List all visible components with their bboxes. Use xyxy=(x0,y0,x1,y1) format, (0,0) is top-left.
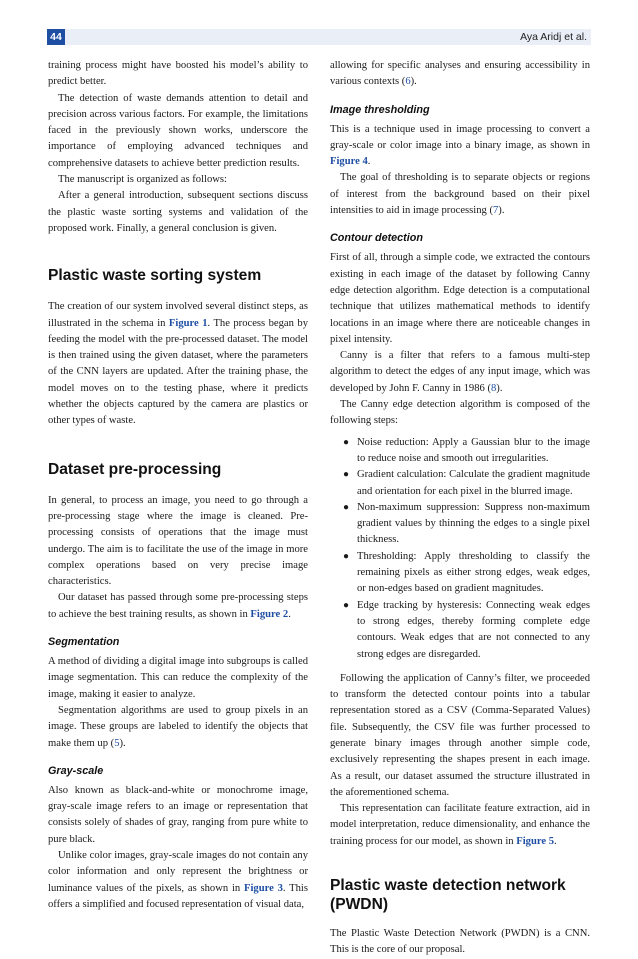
bullet-icon: ● xyxy=(343,550,350,562)
paragraph: A method of dividing a digital image into subgroups is called image segmentation. This can reduce the complexity of the image, making it easier to analyze. xyxy=(48,656,308,700)
section-heading-pwdn: Plastic waste detection network (PWDN) xyxy=(330,877,566,914)
paragraph: The Plastic Waste Detection Network (PWDN) is a CNN. This is the core of our proposal. xyxy=(330,928,590,956)
figure-5-link[interactable]: Figure 5 xyxy=(516,835,555,847)
bullet-icon: ● xyxy=(343,469,350,481)
reference-8-link[interactable]: 8 xyxy=(491,382,497,394)
list-item: ● Edge tracking by hysteresis: Connecting weak edges to strong edges, thereby forming complete edge contours. Weak edges that are not connected to any strong edges are disregarded. xyxy=(343,599,590,660)
paragraph: Unlike color images, gray-scale images do not contain any color information and only represent the brightness or luminance values of the pixels, as shown in Figure 3. This offers a simplified and focused representation of visual data, xyxy=(48,849,308,910)
paragraph: After a general introduction, subsequent sections discuss the plastic waste sorting systems and validation of the proposed work. Finally, a general conclusion is given. xyxy=(48,190,308,234)
paragraph: The creation of our system involved several distinct steps, as illustrated in the schema in Figure 1. The process began by feeding the model with the pre-processed dataset. The model is then trained using the given dataset, where the parameters of the CNN layers are updated. After the training phase, the model moves on to the testing phase, where it predicts whether the objects captured by the camera are plastics or other types of waste. xyxy=(48,301,308,427)
figure-3-link[interactable]: Figure 3 xyxy=(244,882,283,894)
paragraph: Also known as black-and-white or monochrome image, gray-scale image refers to an image or representation that consists solely of shades of gray, ranging from pure white to pure black. xyxy=(48,784,308,845)
paragraph: The goal of thresholding is to separate objects or regions of interest from the background based on their pixel intensities to aid in image processing (7). xyxy=(330,172,590,217)
canny-steps-list xyxy=(330,435,590,663)
subsection-heading-gray-scale: Gray-scale xyxy=(48,764,104,777)
list-item: ● Gradient calculation: Calculate the gradient magnitude and orientation for each pixel in the blurred image. xyxy=(343,469,590,497)
left-column xyxy=(48,58,308,913)
bullet-icon: ● xyxy=(343,436,350,448)
bullet-icon: ● xyxy=(343,501,350,513)
list-item: ● Non-maximum suppression: Suppress non-maximum gradient values by thinning the edges to a single pixel thickness. xyxy=(343,501,590,546)
running-head-authors: Aya Aridj et al. xyxy=(520,31,587,43)
right-column xyxy=(330,58,590,959)
figure-4-link[interactable]: Figure 4 xyxy=(330,156,368,168)
reference-7-link[interactable]: 7 xyxy=(493,205,499,217)
subsection-heading-image-thresholding: Image thresholding xyxy=(330,103,430,116)
paragraph: Canny is a filter that refers to a famous multi-step algorithm to detect the edges of any input image, which was developed by John F. Canny in 1986 (8). xyxy=(330,350,590,394)
section-heading-plastic-waste-sorting-system: Plastic waste sorting system xyxy=(48,267,262,285)
page-number: 44 xyxy=(47,29,65,45)
figure-2-link[interactable]: Figure 2 xyxy=(250,608,289,620)
figure-1-link[interactable]: Figure 1 xyxy=(168,317,208,329)
paragraph: The manuscript is organized as follows: xyxy=(58,174,227,186)
paragraph: Our dataset has passed through some pre-processing steps to achieve the best training results, as shown in Figure 2. xyxy=(48,592,308,620)
paragraph: Segmentation algorithms are used to group pixels in an image. These groups are labeled to identify the objects that make them up (5). xyxy=(48,704,308,749)
paragraph: training process might have boosted his model’s ability to predict better. xyxy=(48,60,308,88)
paragraph: The Canny edge detection algorithm is composed of the following steps: xyxy=(330,399,590,427)
section-heading-dataset-pre-processing: Dataset pre-processing xyxy=(48,460,222,478)
paragraph: allowing for specific analyses and ensuring accessibility in various contexts (6). xyxy=(330,60,590,88)
paragraph: The detection of waste demands attention to detail and precision across various factors. For example, the limitations faced in the previously shown works, underscore the importance of employing advanced techniques and comprehensive datasets to achieve better prediction results. xyxy=(48,92,308,169)
subsection-heading-contour-detection: Contour detection xyxy=(330,232,423,245)
running-header xyxy=(47,29,591,45)
reference-5-link[interactable]: 5 xyxy=(114,737,120,749)
paragraph: Following the application of Canny’s filter, we proceeded to transform the detected contour points into a tabular representation stored as a CSV (Comma-Separated Values) file. Subsequently, the CSV file was further processed to generate binary images through another simple code, exclusively representing the shapes present in each image. As a result, our dataset assumed the structure illustrated in the aforementioned schema. xyxy=(330,672,590,798)
bullet-icon: ● xyxy=(343,599,350,611)
paragraph: In general, to process an image, you need to go through a pre-processing stage where the image is cleaned. Pre-processing consists of operations that the image must undergo. The aim is to facilitate the use of the image in more complex operations based on very precise image characteristics. xyxy=(48,494,308,588)
reference-6-link[interactable]: 6 xyxy=(405,76,411,88)
paragraph: First of all, through a simple code, we extracted the contours existing in each image of the dataset by following Canny edge detection algorithm. Edge detection is a computational technique that utilizes mathematical methods to identify locations in an image where there are noticeable changes in pixel intensity. xyxy=(330,252,590,345)
list-item: ● Noise reduction: Apply a Gaussian blur to the image to reduce noise and smooth out irregularities. xyxy=(343,436,590,464)
list-item: ● Thresholding: Apply thresholding to classify the remaining pixels as either strong edges, weak edges, or non-edges based on gradient magnitudes. xyxy=(343,550,590,595)
subsection-heading-segmentation: Segmentation xyxy=(48,636,120,649)
paragraph: This is a technique used in image processing to convert a gray-scale or color image into a binary image, as shown in Figure 4. xyxy=(330,123,590,168)
paragraph: This representation can facilitate feature extraction, aid in model interpretation, reduce dimensionality, and enhance the training process for our model, as shown in Figure 5. xyxy=(330,803,590,847)
